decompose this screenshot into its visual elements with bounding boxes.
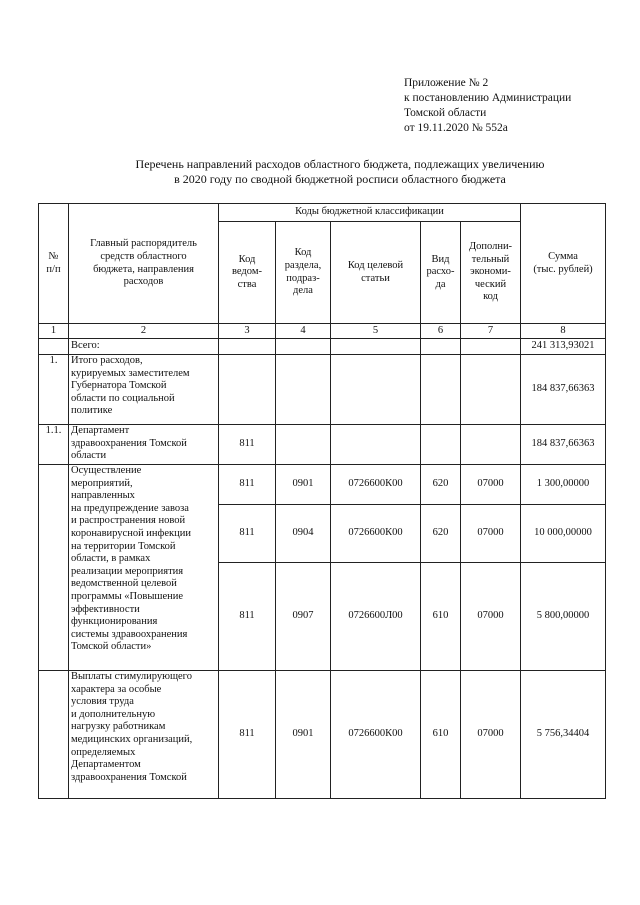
row-extra: 07000 bbox=[461, 505, 521, 563]
row-razdel bbox=[276, 425, 331, 465]
row-name: Итого расходов, курируемых заместителем Губернатора Томской области по социальной политике bbox=[69, 355, 219, 425]
row-name: Департамент здравоохранения Томской области bbox=[69, 425, 219, 465]
row-ved: 811 bbox=[219, 671, 276, 799]
title-line-2: в 2020 году по сводной бюджетной росписи областного бюджета bbox=[174, 172, 506, 186]
header-manager: Главный распорядитель средств областного бюджета, направления расходов bbox=[69, 204, 219, 324]
table-row bbox=[39, 339, 606, 355]
colnum-6: 6 bbox=[421, 324, 461, 339]
header-extra: Дополни- тельный экономи- ческий код bbox=[461, 222, 521, 324]
annex-line-2: к постановлению Администрации bbox=[404, 92, 572, 104]
row-sum: 1 300,00000 bbox=[521, 465, 606, 505]
row-extra: 07000 bbox=[461, 671, 521, 799]
row-num bbox=[39, 339, 69, 355]
row-ved bbox=[219, 339, 276, 355]
row-num: 1.1. bbox=[39, 425, 69, 465]
row-ved: 811 bbox=[219, 563, 276, 671]
colnum-5: 5 bbox=[331, 324, 421, 339]
row-csr bbox=[331, 355, 421, 425]
row-num bbox=[39, 465, 69, 671]
row-ved: 811 bbox=[219, 425, 276, 465]
annex-line-4: от 19.11.2020 № 552а bbox=[404, 122, 508, 134]
row-num: 1. bbox=[39, 355, 69, 425]
row-ved: 811 bbox=[219, 465, 276, 505]
header-row-1 bbox=[39, 204, 606, 222]
row-csr bbox=[331, 339, 421, 355]
row-csr: 0726600К00 bbox=[331, 671, 421, 799]
header-sum: Сумма (тыс. рублей) bbox=[521, 204, 606, 324]
row-csr: 0726600К00 bbox=[331, 465, 421, 505]
table-row bbox=[39, 671, 606, 799]
row-extra: 07000 bbox=[461, 465, 521, 505]
row-extra bbox=[461, 355, 521, 425]
header-ved: Код ведом- ства bbox=[219, 222, 276, 324]
row-razdel: 0904 bbox=[276, 505, 331, 563]
colnum-4: 4 bbox=[276, 324, 331, 339]
annex-line-3: Томской области bbox=[404, 107, 487, 119]
row-name: Выплаты стимулирующего характера за особые условия труда и дополнительную нагрузку работникам медицинских организаций, определяемых Департаментом здравоохранения Томской bbox=[69, 671, 219, 799]
row-sum: 241 313,93021 bbox=[521, 339, 606, 355]
table-row bbox=[39, 355, 606, 425]
column-numbers-row bbox=[39, 324, 606, 339]
row-csr bbox=[331, 425, 421, 465]
document-title bbox=[60, 157, 620, 187]
row-razdel: 0901 bbox=[276, 465, 331, 505]
table-row bbox=[39, 425, 606, 465]
row-vid: 620 bbox=[421, 465, 461, 505]
table-row bbox=[39, 465, 606, 505]
row-vid: 610 bbox=[421, 671, 461, 799]
header-razdel: Код раздела, подраз- дела bbox=[276, 222, 331, 324]
row-extra bbox=[461, 425, 521, 465]
header-csr: Код целевой статьи bbox=[331, 222, 421, 324]
row-name: Осуществление мероприятий, направленных на предупреждение завоза и распространения новой коронавирусной инфекции на территории Томской области, в рамках реализации мероприятия ведомственной целевой программы «Повышение эффективности функционирования системы здравоохранения Томской области» bbox=[69, 465, 219, 671]
row-sum: 184 837,66363 bbox=[521, 425, 606, 465]
annex-line-1: Приложение № 2 bbox=[404, 77, 489, 89]
row-razdel bbox=[276, 355, 331, 425]
row-csr: 0726600К00 bbox=[331, 505, 421, 563]
colnum-7: 7 bbox=[461, 324, 521, 339]
row-ved: 811 bbox=[219, 505, 276, 563]
row-ved bbox=[219, 355, 276, 425]
row-csr: 0726600Л00 bbox=[331, 563, 421, 671]
colnum-3: 3 bbox=[219, 324, 276, 339]
row-num bbox=[39, 671, 69, 799]
row-extra bbox=[461, 339, 521, 355]
row-sum: 5 800,00000 bbox=[521, 563, 606, 671]
colnum-2: 2 bbox=[69, 324, 219, 339]
row-razdel bbox=[276, 339, 331, 355]
row-sum: 5 756,34404 bbox=[521, 671, 606, 799]
row-name: Всего: bbox=[69, 339, 219, 355]
colnum-1: 1 bbox=[39, 324, 69, 339]
budget-table bbox=[38, 203, 606, 799]
row-vid bbox=[421, 355, 461, 425]
colnum-8: 8 bbox=[521, 324, 606, 339]
row-vid bbox=[421, 425, 461, 465]
annex-block bbox=[404, 76, 634, 136]
title-line-1: Перечень направлений расходов областного бюджета, подлежащих увеличению bbox=[135, 157, 545, 171]
header-codes-group: Коды бюджетной классификации bbox=[219, 204, 521, 222]
row-vid: 620 bbox=[421, 505, 461, 563]
row-razdel: 0901 bbox=[276, 671, 331, 799]
header-num: № п/п bbox=[39, 204, 69, 324]
header-vid: Вид расхо- да bbox=[421, 222, 461, 324]
row-sum: 10 000,00000 bbox=[521, 505, 606, 563]
row-sum: 184 837,66363 bbox=[521, 355, 606, 425]
row-extra: 07000 bbox=[461, 563, 521, 671]
row-vid bbox=[421, 339, 461, 355]
row-razdel: 0907 bbox=[276, 563, 331, 671]
row-vid: 610 bbox=[421, 563, 461, 671]
